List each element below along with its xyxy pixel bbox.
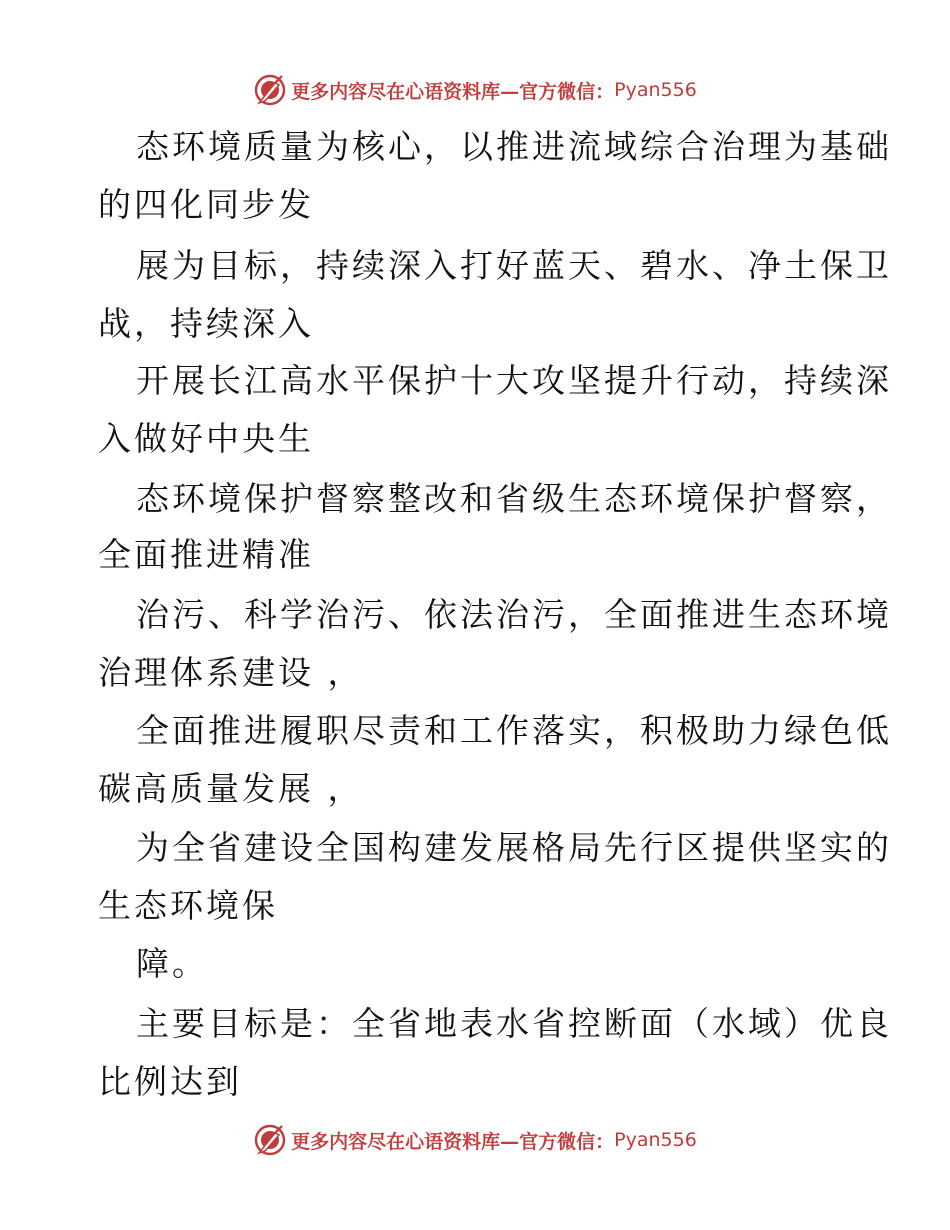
feather-pen-logo-icon — [253, 73, 287, 107]
text-line: 开展长江高水平保护十大攻坚提升行动，持续深 — [136, 361, 892, 400]
text-line: 态环境质量为核心，以推进流域综合治理为基础 — [136, 127, 892, 166]
text-line: 生态环境保 — [98, 886, 278, 925]
footer-watermark — [0, 1120, 950, 1160]
text-line: 战，持续深入 — [98, 304, 314, 343]
watermark-wechat-id: Pyan556 — [614, 1129, 697, 1151]
text-line: 入做好中央生 — [98, 419, 314, 458]
watermark-text: 更多内容尽在心语资料库—官方微信： — [291, 1130, 615, 1153]
text-line: 主要目标是：全省地表水省控断面（水域）优良 — [136, 1004, 892, 1043]
text-line: 碳高质量发展 ， — [98, 769, 364, 808]
text-line: 障。 — [136, 944, 208, 983]
text-line: 全面推进精准 — [98, 535, 314, 574]
text-line: 的四化同步发 — [98, 185, 314, 224]
header-watermark — [0, 70, 950, 110]
text-line: 为全省建设全国构建发展格局先行区提供坚实的 — [136, 828, 892, 867]
text-line: 治污、科学治污、依法治污，全面推进生态环境 — [136, 595, 892, 634]
watermark-text: 更多内容尽在心语资料库—官方微信： — [291, 80, 615, 103]
text-line: 全面推进履职尽责和工作落实，积极助力绿色低 — [136, 711, 892, 750]
text-line: 态环境保护督察整改和省级生态环境保护督察， — [136, 479, 892, 518]
text-line: 治理体系建设 ， — [98, 653, 364, 692]
watermark-wechat-id: Pyan556 — [614, 79, 697, 101]
text-line: 展为目标，持续深入打好蓝天、碧水、净土保卫 — [136, 246, 892, 285]
feather-pen-logo-icon — [253, 1123, 287, 1157]
text-line: 比例达到 — [98, 1062, 242, 1101]
